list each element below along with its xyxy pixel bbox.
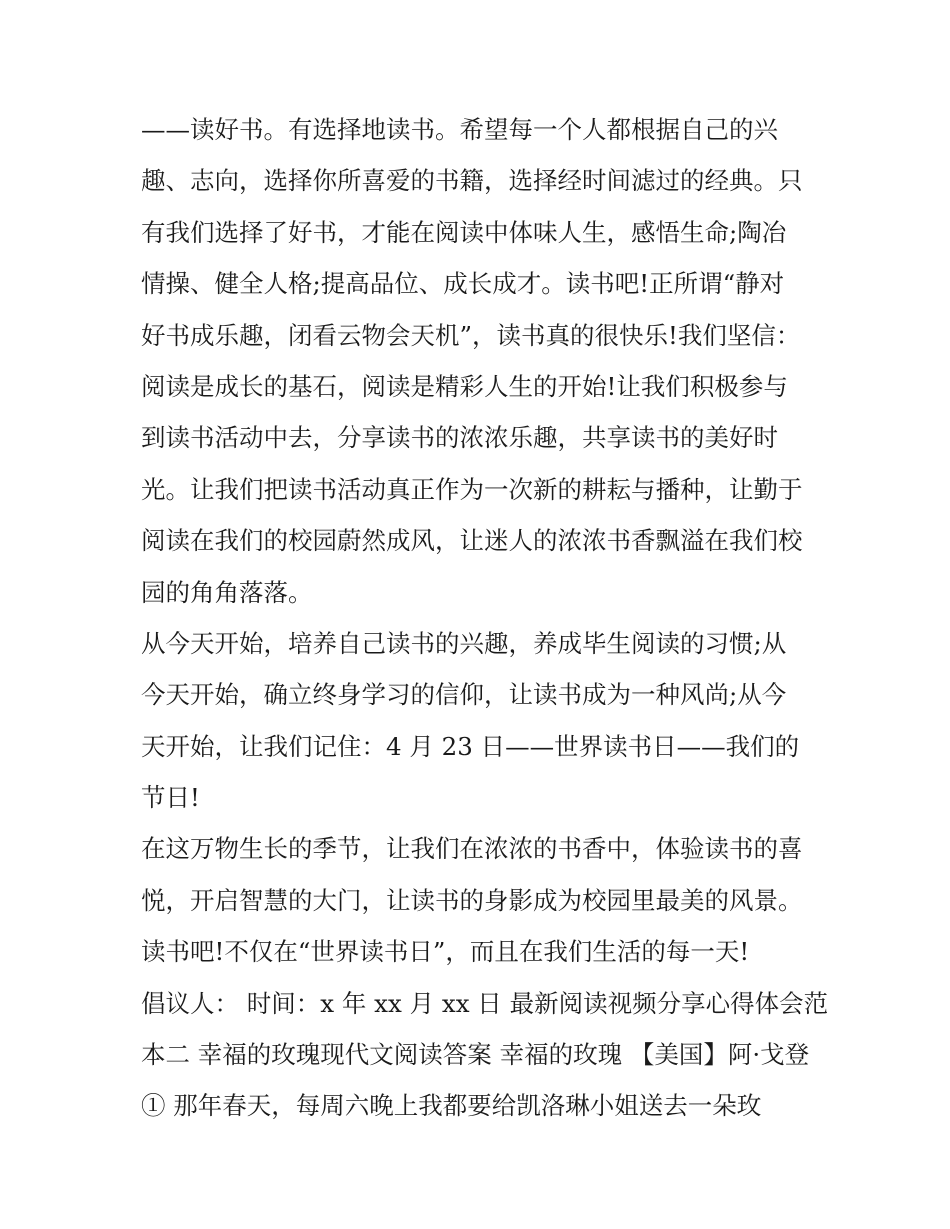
text-line: 悦，开启智慧的大门，让读书的身影成为校园里最美的风景。 xyxy=(141,885,803,915)
text-line: 倡议人： 时间：x 年 xx 月 xx 日 最新阅读视频分享心得体会范 xyxy=(141,988,829,1018)
text-line: 情操、健全人格;提高品位、成长成才。读书吧!正所谓“静对 xyxy=(141,269,785,299)
text-line: 光。让我们把读书活动真正作为一次新的耕耘与播种，让勤于 xyxy=(141,474,803,504)
text-line: 天开始，让我们记住：4 月 23 日——世界读书日——我们的 xyxy=(141,731,800,761)
text-line: 阅读在我们的校园蔚然成风，让迷人的浓浓书香飘溢在我们校 xyxy=(141,526,803,556)
text-line: 园的角角落落。 xyxy=(141,577,313,607)
text-line: 有我们选择了好书，才能在阅读中体味人生，感悟生命;陶冶 xyxy=(141,217,787,247)
text-line: 本二 幸福的玫瑰现代文阅读答案 幸福的玫瑰 【美国】阿·戈登 xyxy=(141,1040,810,1070)
text-line: 在这万物生长的季节，让我们在浓浓的书香中，体验读书的喜 xyxy=(141,834,803,864)
text-line: ——读好书。有选择地读书。希望每一个人都根据自己的兴 xyxy=(141,115,778,144)
text-line: 今天开始，确立终身学习的信仰，让读书成为一种风尚;从今 xyxy=(141,680,787,710)
text-line: 阅读是成长的基石，阅读是精彩人生的开始!让我们积极参与 xyxy=(141,371,788,401)
text-line: 读书吧!不仅在“世界读书日”，而且在我们生活的每一天! xyxy=(141,937,750,967)
text-line: 趣、志向，选择你所喜爱的书籍，选择经时间滤过的经典。只 xyxy=(141,166,803,196)
document-body xyxy=(141,104,829,1132)
text-line: 从今天开始，培养自己读书的兴趣，养成毕生阅读的习惯;从 xyxy=(141,628,787,658)
text-line: ① 那年春天，每周六晚上我都要给凯洛琳小姐送去一朵玫 xyxy=(141,1091,762,1121)
text-line: 好书成乐趣，闭看云物会天机”，读书真的很快乐!我们坚信： xyxy=(141,320,801,350)
text-line: 到读书活动中去，分享读书的浓浓乐趣，共享读书的美好时 xyxy=(141,423,778,453)
text-line: 节日! xyxy=(141,783,200,813)
